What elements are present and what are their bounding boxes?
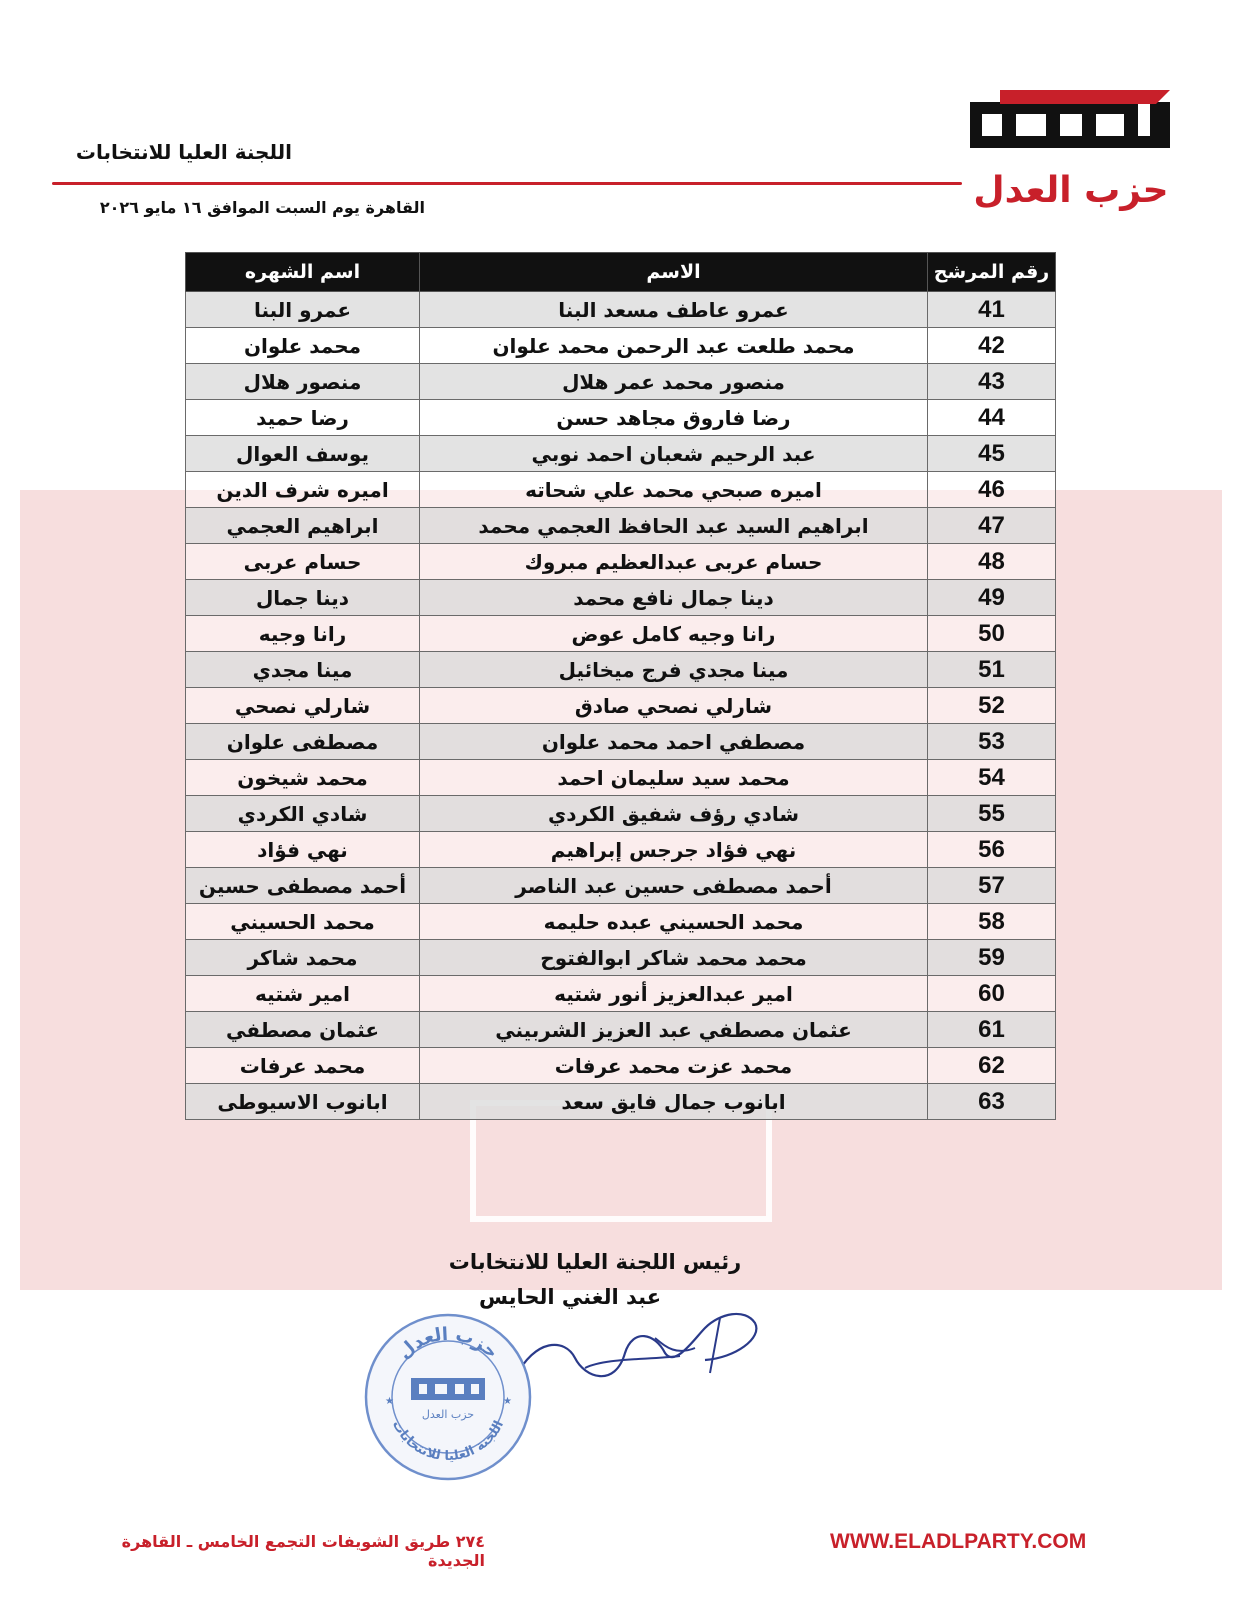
candidate-name: عمرو عاطف مسعد البنا (420, 292, 928, 328)
header-nickname: اسم الشهره (186, 253, 420, 292)
candidate-nickname: منصور هلال (186, 364, 420, 400)
candidate-nickname: مينا مجدي (186, 652, 420, 688)
candidate-nickname: يوسف العوال (186, 436, 420, 472)
candidate-nickname: محمد الحسيني (186, 904, 420, 940)
candidate-number: 49 (928, 580, 1056, 616)
candidate-name: حسام عربى عبدالعظيم مبروك (420, 544, 928, 580)
candidate-name: عبد الرحيم شعبان احمد نوبي (420, 436, 928, 472)
signature-title: رئيس اللجنة العليا للانتخابات (448, 1250, 742, 1274)
table-row (186, 796, 1056, 832)
candidate-nickname: رضا حميد (186, 400, 420, 436)
candidate-number: 62 (928, 1048, 1056, 1084)
table-row (186, 904, 1056, 940)
table-row (186, 328, 1056, 364)
table-row (186, 580, 1056, 616)
table-row (186, 544, 1056, 580)
table-row (186, 688, 1056, 724)
candidate-number: 57 (928, 868, 1056, 904)
party-stamp-icon (363, 1312, 533, 1482)
candidate-nickname: محمد عرفات (186, 1048, 420, 1084)
candidate-number: 56 (928, 832, 1056, 868)
candidate-number: 41 (928, 292, 1056, 328)
candidate-name: محمد عزت محمد عرفات (420, 1048, 928, 1084)
table-row (186, 508, 1056, 544)
candidates-table (185, 252, 1056, 1120)
candidate-nickname: دينا جمال (186, 580, 420, 616)
candidate-number: 59 (928, 940, 1056, 976)
candidate-nickname: محمد شاكر (186, 940, 420, 976)
candidate-name: رضا فاروق مجاهد حسن (420, 400, 928, 436)
candidate-name: مصطفي احمد محمد علوان (420, 724, 928, 760)
footer-address: ٢٧٤ طريق الشويفات التجمع الخامس ـ القاهرة الجديدة (121, 1532, 485, 1570)
table-row (186, 832, 1056, 868)
candidate-name: منصور محمد عمر هلال (420, 364, 928, 400)
table-row (186, 616, 1056, 652)
candidate-number: 45 (928, 436, 1056, 472)
candidate-number: 58 (928, 904, 1056, 940)
table-row (186, 1048, 1056, 1084)
table-row (186, 1084, 1056, 1120)
candidate-nickname: ابانوب الاسيوطى (186, 1084, 420, 1120)
table-header-row (186, 253, 1056, 292)
candidate-nickname: شارلي نصحي (186, 688, 420, 724)
candidate-nickname: أحمد مصطفى حسين (186, 868, 420, 904)
table-row (186, 652, 1056, 688)
candidate-number: 63 (928, 1084, 1056, 1120)
candidate-nickname: نهي فؤاد (186, 832, 420, 868)
candidate-nickname: ابراهيم العجمي (186, 508, 420, 544)
candidate-number: 55 (928, 796, 1056, 832)
header-name: الاسم (420, 253, 928, 292)
candidate-nickname: عمرو البنا (186, 292, 420, 328)
candidate-nickname: مصطفى علوان (186, 724, 420, 760)
candidate-number: 53 (928, 724, 1056, 760)
candidate-number: 44 (928, 400, 1056, 436)
footer-website: WWW.ELADLPARTY.COM (830, 1530, 1087, 1553)
candidate-nickname: محمد علوان (186, 328, 420, 364)
table-row (186, 364, 1056, 400)
candidate-name: نهي فؤاد جرجس إبراهيم (420, 832, 928, 868)
candidate-nickname: اميره شرف الدين (186, 472, 420, 508)
candidate-number: 46 (928, 472, 1056, 508)
svg-text:حزب العدل: حزب العدل (393, 1323, 503, 1364)
candidate-name: عثمان مصطفي عبد العزيز الشربيني (420, 1012, 928, 1048)
candidate-name: ابانوب جمال فايق سعد (420, 1084, 928, 1120)
candidate-name: محمد محمد شاكر ابوالفتوح (420, 940, 928, 976)
candidate-name: دينا جمال نافع محمد (420, 580, 928, 616)
candidate-name: ابراهيم السيد عبد الحافظ العجمي محمد (420, 508, 928, 544)
candidate-number: 42 (928, 328, 1056, 364)
table-row (186, 436, 1056, 472)
document-date: القاهرة يوم السبت الموافق ١٦ مايو ٢٠٢٦ (99, 198, 425, 217)
table-row (186, 724, 1056, 760)
candidate-number: 47 (928, 508, 1056, 544)
table-row (186, 868, 1056, 904)
table-row (186, 292, 1056, 328)
candidate-name: امير عبدالعزيز أنور شتيه (420, 976, 928, 1012)
signature-name: عبد الغني الحايس (478, 1285, 662, 1309)
candidate-nickname: محمد شيخون (186, 760, 420, 796)
candidate-number: 51 (928, 652, 1056, 688)
svg-text:★: ★ (503, 1396, 512, 1407)
candidate-number: 61 (928, 1012, 1056, 1048)
candidate-name: أحمد مصطفى حسين عبد الناصر (420, 868, 928, 904)
header-divider (52, 182, 962, 185)
handwritten-signature-icon (505, 1298, 765, 1403)
candidate-name: محمد سيد سليمان احمد (420, 760, 928, 796)
candidate-name: رانا وجيه كامل عوض (420, 616, 928, 652)
candidate-name: محمد طلعت عبد الرحمن محمد علوان (420, 328, 928, 364)
logo-caption: حزب العدل (973, 170, 1169, 211)
candidate-name: شارلي نصحي صادق (420, 688, 928, 724)
candidate-number: 52 (928, 688, 1056, 724)
candidate-nickname: حسام عربى (186, 544, 420, 580)
svg-text:اللجنة العليا للانتخابات: اللجنة العليا للانتخابات (388, 1418, 508, 1465)
svg-text:حزب العدل: حزب العدل (421, 1408, 475, 1421)
candidate-nickname: امير شتيه (186, 976, 420, 1012)
table-row (186, 1012, 1056, 1048)
candidate-number: 48 (928, 544, 1056, 580)
table-row (186, 940, 1056, 976)
table-row (186, 976, 1056, 1012)
candidate-nickname: شادي الكردي (186, 796, 420, 832)
table-row (186, 400, 1056, 436)
candidate-number: 54 (928, 760, 1056, 796)
candidate-name: اميره صبحي محمد علي شحاته (420, 472, 928, 508)
header-number: رقم المرشح (928, 253, 1056, 292)
committee-title: اللجنة العليا للانتخابات (75, 140, 292, 164)
table-row (186, 760, 1056, 796)
candidate-nickname: رانا وجيه (186, 616, 420, 652)
candidate-number: 50 (928, 616, 1056, 652)
candidate-name: محمد الحسيني عبده حليمه (420, 904, 928, 940)
candidate-nickname: عثمان مصطفي (186, 1012, 420, 1048)
candidate-number: 43 (928, 364, 1056, 400)
candidate-number: 60 (928, 976, 1056, 1012)
svg-text:★: ★ (385, 1396, 394, 1407)
candidate-name: شادي رؤف شفيق الكردي (420, 796, 928, 832)
table-row (186, 472, 1056, 508)
candidate-name: مينا مجدي فرج ميخائيل (420, 652, 928, 688)
